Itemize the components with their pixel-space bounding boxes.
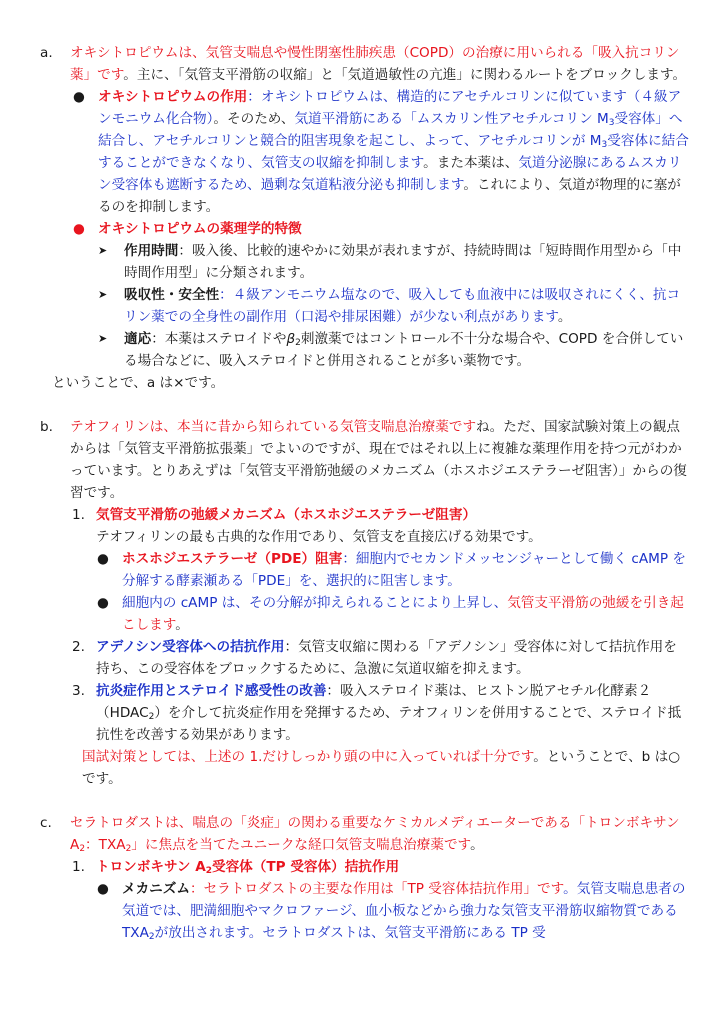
section-letter: b.: [40, 419, 53, 435]
right-arrowhead-icon: ➤: [98, 332, 108, 345]
black-circle-icon: ●: [97, 551, 109, 567]
bullet-pharmacology-features: ● オキシトロピウムの薬理学的特徴: [70, 218, 690, 240]
section-letter: c.: [40, 815, 52, 831]
arrow-item-indication: ➤ 適応：本薬はステロイドや$\beta_2$刺激薬ではコントロール不十分な場合や、COPD を合併している場合などに、吸入ステロイドと併用されることが多い薬物です。: [98, 328, 690, 372]
section-b-conclusion: 国試対策としては、上述の 1.だけしっかり頭の中に入っていれば十分です。ということで、b は○です。: [82, 749, 681, 787]
numbered-item-c1: 1. トロンボキサン $A_2$受容体（TP 受容体）拮抗作用: [72, 859, 400, 876]
section-a: [40, 42, 690, 394]
section-a-conclusion: ということで、a は×です。: [52, 375, 225, 391]
section-c: [40, 812, 690, 944]
numbered-item-1: 1. 気管支平滑筋の弛緩メカニズム（ホスホジエステラーゼ阻害） テオフィリンの最も古典的な作用であり、気管支を直接広げる効果です。: [72, 504, 690, 548]
arrow-item-duration: ➤ 作用時間：吸入後、比較的速やかに効果が表れますが、持続時間は「短時間作用型から「中時間作用型」に分類されます。: [98, 240, 690, 284]
numbered-item-subtext: テオフィリンの最も古典的な作用であり、気管支を直接広げる効果です。: [96, 529, 542, 545]
arrow-item-absorption-safety: ➤ 吸収性・安全性：４級アンモニウム塩なので、吸入しても血液中には吸収されにくく、抗コリン薬での全身性の副作用（口渇や排尿困難）が少ない利点があります。: [98, 284, 690, 328]
bullet-mechanism: ● メカニズム：セラトロダストの主要な作用は「TP 受容体拮抗作用」です。気管支喘息患者の気道では、肥満細胞やマクロファージ、血小板などから強力な気管支平滑筋収縮物質である $TXA_2$が放出されます。セラトロダストは、気管支平滑筋にある TP 受: [94, 878, 690, 944]
black-circle-icon: ●: [97, 595, 109, 611]
right-arrowhead-icon: ➤: [98, 244, 108, 257]
bullet-pde-inhibition: ● ホスホジエステラーゼ（PDE）阻害：細胞内でセカンドメッセンジャーとして働く cAMP を分解する酵素瀬ある「PDE」を、選択的に阻害します。: [94, 548, 690, 592]
numbered-item-heading: 気管支平滑筋の弛緩メカニズム（ホスホジエステラーゼ阻害）: [96, 507, 477, 523]
bullet-oxitropium-action: ● オキシトロピウムの作用：オキシトロピウムは、構造的にアセチルコリンに似ています（４級アンモニウム化合物）。そのため、気道平滑筋にある「ムスカリン性アセチルコリン $M_3$受容体」へ結合し、アセチルコリンと競合的阻害現象を起こし、よって、アセチルコリンが $M_3$受容体に結合することができなくなり、気管支の収縮を抑制します。また本薬は、気道分泌腺にあるムスカリン受容体も遮断するため、過剰な気道粘液分泌も抑制します。これにより、気道が物理的に塞がるのを抑制します。: [70, 86, 690, 218]
section-a-intro: オキシトロピウムは、気管支喘息や慢性閉塞性肺疾患（COPD）の治療に用いられる「吸入抗コリン薬」です。主に、「気管支平滑筋の収縮」と「気道過敏性の亢進」に関わるルートをブロックします。: [70, 45, 687, 83]
right-arrowhead-icon: ➤: [98, 288, 108, 301]
numbered-item-3: 3. 抗炎症作用とステロイド感受性の改善：吸入ステロイド薬は、ヒストン脱アセチル化酵素$2(HDAC_2)$を介して抗炎症作用を発揮するため、テオフィリンを併用することで、ステロイド抵抗性を改善する効果があります。: [72, 683, 682, 743]
numbered-item-2: 2. アデノシン受容体への拮抗作用：気管支収縮に関わる「アデノシン」受容体に対して拮抗作用を持ち、この受容体をブロックするために、急激に気道収縮を抑えます。: [72, 639, 677, 677]
black-circle-icon: ●: [73, 221, 85, 237]
black-circle-icon: ●: [73, 89, 85, 105]
black-circle-icon: ●: [97, 881, 109, 897]
section-b: [40, 416, 690, 790]
section-b-intro: テオフィリンは、本当に昔から知られている気管支喘息治療薬ですね。ただ、国家試験対策上の観点からは「気管支平滑筋拡張薬」でよいのですが、現在ではそれ以上に複雑な薬理作用を持つ元がわかっています。とりあえずは「気管支平滑筋弛緩のメカニズム（ホスホジエステラーゼ阻害）」からの復習です。: [70, 419, 687, 501]
section-c-intro: セラトロダストは、喘息の「炎症」の関わる重要なケミカルメディエーターである「トロンボキサン $A_2$：$TXA_2$」に焦点を当てたユニークな経口気管支喘息治療薬です。: [70, 815, 680, 854]
section-letter: a.: [40, 45, 53, 61]
bullet-camp-increase: ● 細胞内の cAMP は、その分解が抑えられることにより上昇し、気管支平滑筋の弛緩を引き起こします。: [94, 592, 690, 636]
